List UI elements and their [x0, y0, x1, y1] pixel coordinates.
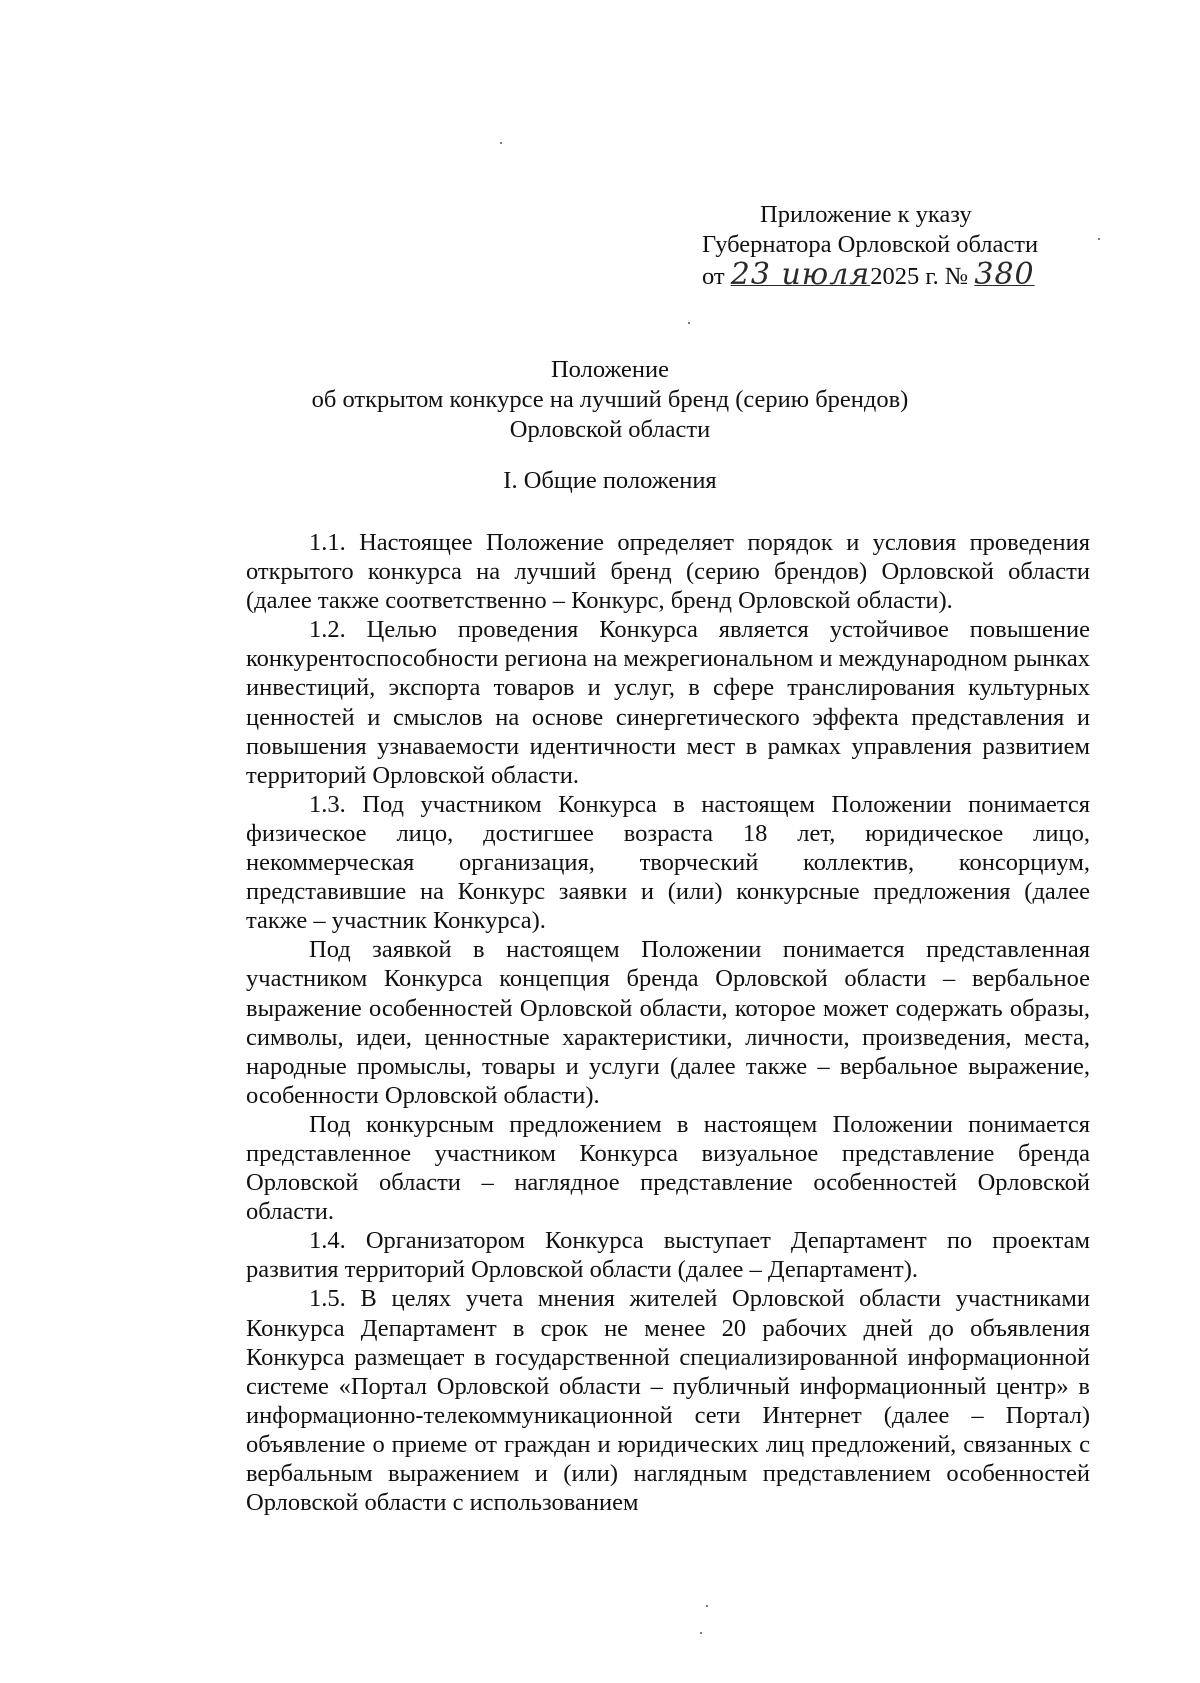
- section-heading: I. Общие положения: [503, 467, 717, 494]
- paragraph-1-5: 1.5. В целях учета мнения жителей Орловской области участниками Конкурса Департамент в срок не менее 20 рабочих дней до объявления Конкурса размещает в государственной специализированной информационной системе «Портал Орловской области – публичный информационный центр» в информационно-телекоммуникационной сети Интернет (далее – Портал) объявление о приеме от граждан и юридических лиц предложений, связанных с вербальным выражением и (или) наглядным представлением особенностей Орловской области с использованием: [246, 1285, 1090, 1517]
- date-prefix: от: [702, 263, 725, 290]
- scan-speck: [500, 142, 502, 144]
- document-title: [230, 355, 990, 445]
- scan-speck: [700, 1632, 702, 1634]
- scan-speck: [688, 322, 690, 324]
- scan-speck: [706, 1605, 708, 1607]
- document-body: [246, 528, 1090, 1517]
- annex-line-2: Губернатора Орловской области: [702, 231, 1039, 258]
- paragraph-proposal: Под конкурсным предложением в настоящем Положении понимается представленное участником Конкурса визуальное представление бренда Орловской области – наглядное представление особенностей Орловской области.: [246, 1110, 1090, 1226]
- handwritten-number: 380: [974, 257, 1035, 292]
- annex-line-1: Приложение к указу: [760, 201, 972, 228]
- paragraph-1-4: 1.4. Организатором Конкурса выступает Департамент по проектам развития территорий Орловской области (далее – Департамент).: [246, 1227, 1090, 1284]
- scan-speck: [1098, 238, 1100, 240]
- handwritten-date: 23 июля: [730, 257, 871, 292]
- paragraph-1-3: 1.3. Под участником Конкурса в настоящем Положении понимается физическое лицо, достигшее возраста 18 лет, юридическое лицо, некоммерческая организация, творческий коллектив, консорциум, представившие на Конкурс заявки и (или) конкурсные предложения (далее также – участник Конкурса).: [246, 790, 1090, 935]
- paragraph-1-1: 1.1. Настоящее Положение определяет порядок и условия проведения открытого конкурса на лучший бренд (серию брендов) Орловской области (далее также соответственно – Конкурс, бренд Орловской области).: [246, 529, 1090, 615]
- annex-date-line: [702, 257, 1035, 292]
- title-line-3: Орловской области: [509, 416, 711, 443]
- paragraph-application: Под заявкой в настоящем Положении понимается представленная участником Конкурса концепция бренда Орловской области – вербальное выражение особенностей Орловской области, которое может содержать образы, символы, идеи, ценностные характеристики, личности, произведения, места, народные промыслы, товары и услуги (далее также – вербальное выражение, особенности Орловской области).: [246, 936, 1090, 1109]
- title-line-2: об открытом конкурсе на лучший бренд (серию брендов): [311, 386, 909, 413]
- title-line-1: Положение: [550, 356, 670, 383]
- date-suffix: 2025 г. №: [870, 263, 969, 290]
- paragraph-1-2: 1.2. Целью проведения Конкурса является устойчивое повышение конкурентоспособности региона на межрегиональном и международном рынках инвестиций, экспорта товаров и услуг, в сфере транслирования культурных ценностей и смыслов на основе синергетического эффекта представления и повышения узнаваемости идентичности мест в рамках управления развитием территорий Орловской области.: [246, 616, 1090, 789]
